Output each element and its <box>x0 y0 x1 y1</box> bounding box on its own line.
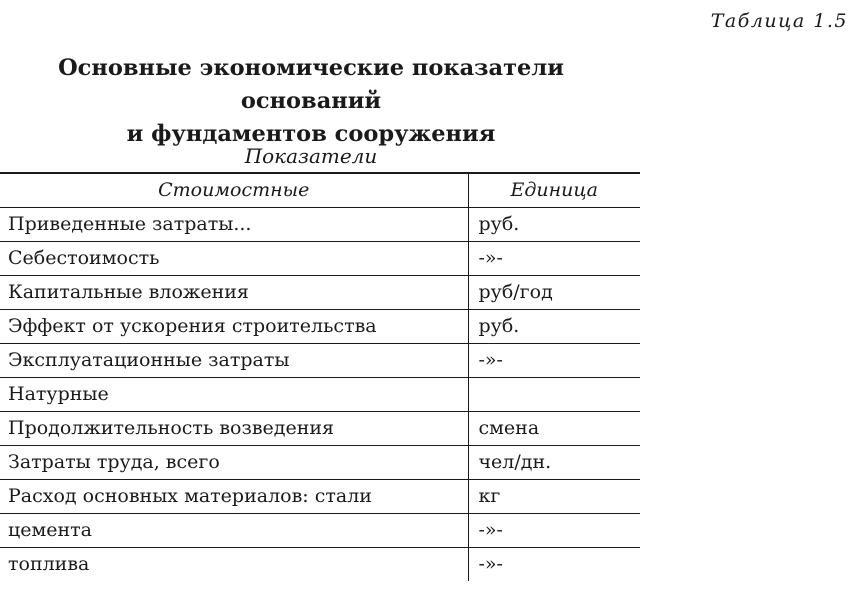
row-name-cell: цемента <box>0 514 468 548</box>
table-row <box>0 276 640 310</box>
row-unit-cell <box>468 378 640 412</box>
row-name-cell: Эксплуатационные затраты <box>0 344 468 378</box>
row-unit-cell: чел/дн. <box>468 446 640 480</box>
title-line-2: и фундаментов сооружения <box>126 121 496 147</box>
row-name-cell: Приведенные затраты... <box>0 208 468 242</box>
table-row <box>0 378 640 412</box>
header-name-column: Стоимостные <box>0 173 468 208</box>
header-row <box>0 173 640 208</box>
table-row <box>0 242 640 276</box>
row-name-cell: Себестоимость <box>0 242 468 276</box>
row-unit-cell: -»- <box>468 548 640 582</box>
row-name-cell: Капитальные вложения <box>0 276 468 310</box>
table-caption: Показатели <box>244 144 378 168</box>
row-name-cell: Расход основных материалов: стали <box>0 480 468 514</box>
table-row <box>0 548 640 582</box>
table-row <box>0 480 640 514</box>
row-unit-cell: -»- <box>468 344 640 378</box>
table-number: Таблица 1.5 <box>710 10 848 32</box>
row-unit-cell: руб. <box>468 310 640 344</box>
row-name-cell: Затраты труда, всего <box>0 446 468 480</box>
row-name-cell: Натурные <box>0 378 468 412</box>
row-unit-cell: смена <box>468 412 640 446</box>
table-row <box>0 344 640 378</box>
row-unit-cell: кг <box>468 480 640 514</box>
row-unit-cell: руб. <box>468 208 640 242</box>
row-unit-cell: -»- <box>468 242 640 276</box>
table-row <box>0 514 640 548</box>
table-row <box>0 446 640 480</box>
table-title <box>0 52 622 151</box>
title-line-1: Основные экономические показатели оснований <box>58 55 564 114</box>
row-name-cell: топлива <box>0 548 468 582</box>
table-row <box>0 208 640 242</box>
row-unit-cell: -»- <box>468 514 640 548</box>
table-row <box>0 412 640 446</box>
row-unit-cell: руб/год <box>468 276 640 310</box>
table-row <box>0 310 640 344</box>
row-name-cell: Продолжительность возведения <box>0 412 468 446</box>
header-unit-column: Единица <box>468 173 640 208</box>
row-name-cell: Эффект от ускорения строительства <box>0 310 468 344</box>
indicators-table <box>0 172 640 581</box>
